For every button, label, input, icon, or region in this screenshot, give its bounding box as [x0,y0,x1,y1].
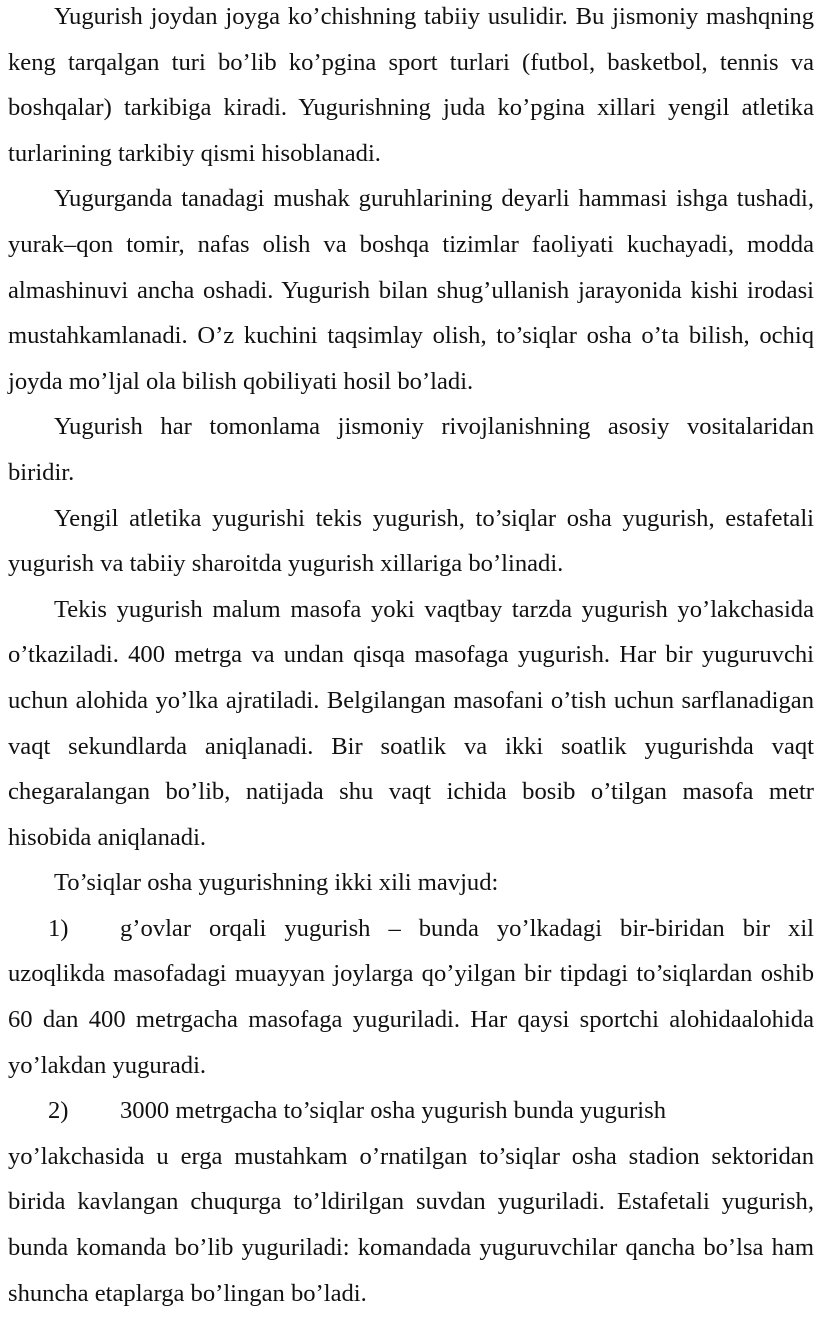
paragraph-intro: Yugurish joydan joyga ko’chishning tabiiy usulidir. Bu jismoniy mashqning keng tarqalgan turi bo’lib ko’pgina sport turlari (futbol, basketbol, tennis va boshqalar) tarkibiga kiradi. Yugurishning juda ko’pgina xillari yengil atletika turlarining tarkibiy qismi hisoblanadi. [8,3,814,167]
list-text-2-first-line: 3000 metrgacha to’siqlar osha yugurish bunda yugurish [120,1097,666,1125]
list-number-2: 2) [48,1097,69,1125]
list-item-1 [8,906,814,1088]
list-text-1: g’ovlar orqali yugurish – bunda yo’lkadagi bir-biridan bir xil uzoqlikda masofadagi muayyan joylarga qo’yilgan bir tipdagi to’siqlardan oshib 60 dan 400 metrgacha masofaga yuguriladi. Har qaysi sportchi alohidaalohida yo’lakdan yuguradi. [8,914,814,1079]
paragraph-hurdles-intro: To’siqlar osha yugurishning ikki xili mavjud: [54,869,499,897]
paragraph-types: Yengil atletika yugurishi tekis yugurish, to’siqlar osha yugurish, estafetali yugurish va tabiiy sharoitda yugurish xillariga bo’linadi. [8,504,814,578]
paragraph-muscles: Yugurganda tanadagi mushak guruhlarining deyarli hammasi ishga tushadi, yurak–qon tomir, nafas olish va boshqa tizimlar faoliyati kuchayadi, modda almashinuvi ancha oshadi. Yugurish bilan shug’ullanish jarayonida kishi irodasi mustahkamlanadi. O’z kuchini taqsimlay olish, to’siqlar osha o’ta bilish, ochiq joyda mo’ljal ola bilish qobiliyati hosil bo’ladi. [8,185,814,395]
paragraph-development: Yugurish har tomonlama jismoniy rivojlanishning asosiy vositalaridan biridir. [8,413,814,486]
document-page [8,0,814,1316]
list-item-2 [8,1088,814,1134]
paragraph-flat-running: Tekis yugurish malum masofa yoki vaqtbay tarzda yugurish yo’lakchasida o’tkaziladi. 400 metrga va undan qisqa masofaga yugurish. Har bir yuguruvchi uchun alohida yo’lka ajratiladi. Belgilangan masofani o’tish uchun sarflanadigan vaqt sekundlarda aniqlanadi. Bir soatlik va ikki soatlik yugurishda vaqt chegaralangan bo’lib, natijada shu vaqt ichida bosib o’tilgan masofa metr hisobida aniqlanadi. [8,595,814,851]
list-number-1: 1) [48,914,69,942]
list-text-2-continuation: yo’lakchasida u erga mustahkam o’rnatilgan to’siqlar osha stadion sektoridan birida kavlangan chuqurga to’ldirilgan suvdan yuguriladi. Estafetali yugurish, bunda komanda bo’lib yuguriladi: komandada yuguruvchilar qancha bo’lsa ham shuncha etaplarga bo’lingan bo’ladi. [8,1142,814,1307]
